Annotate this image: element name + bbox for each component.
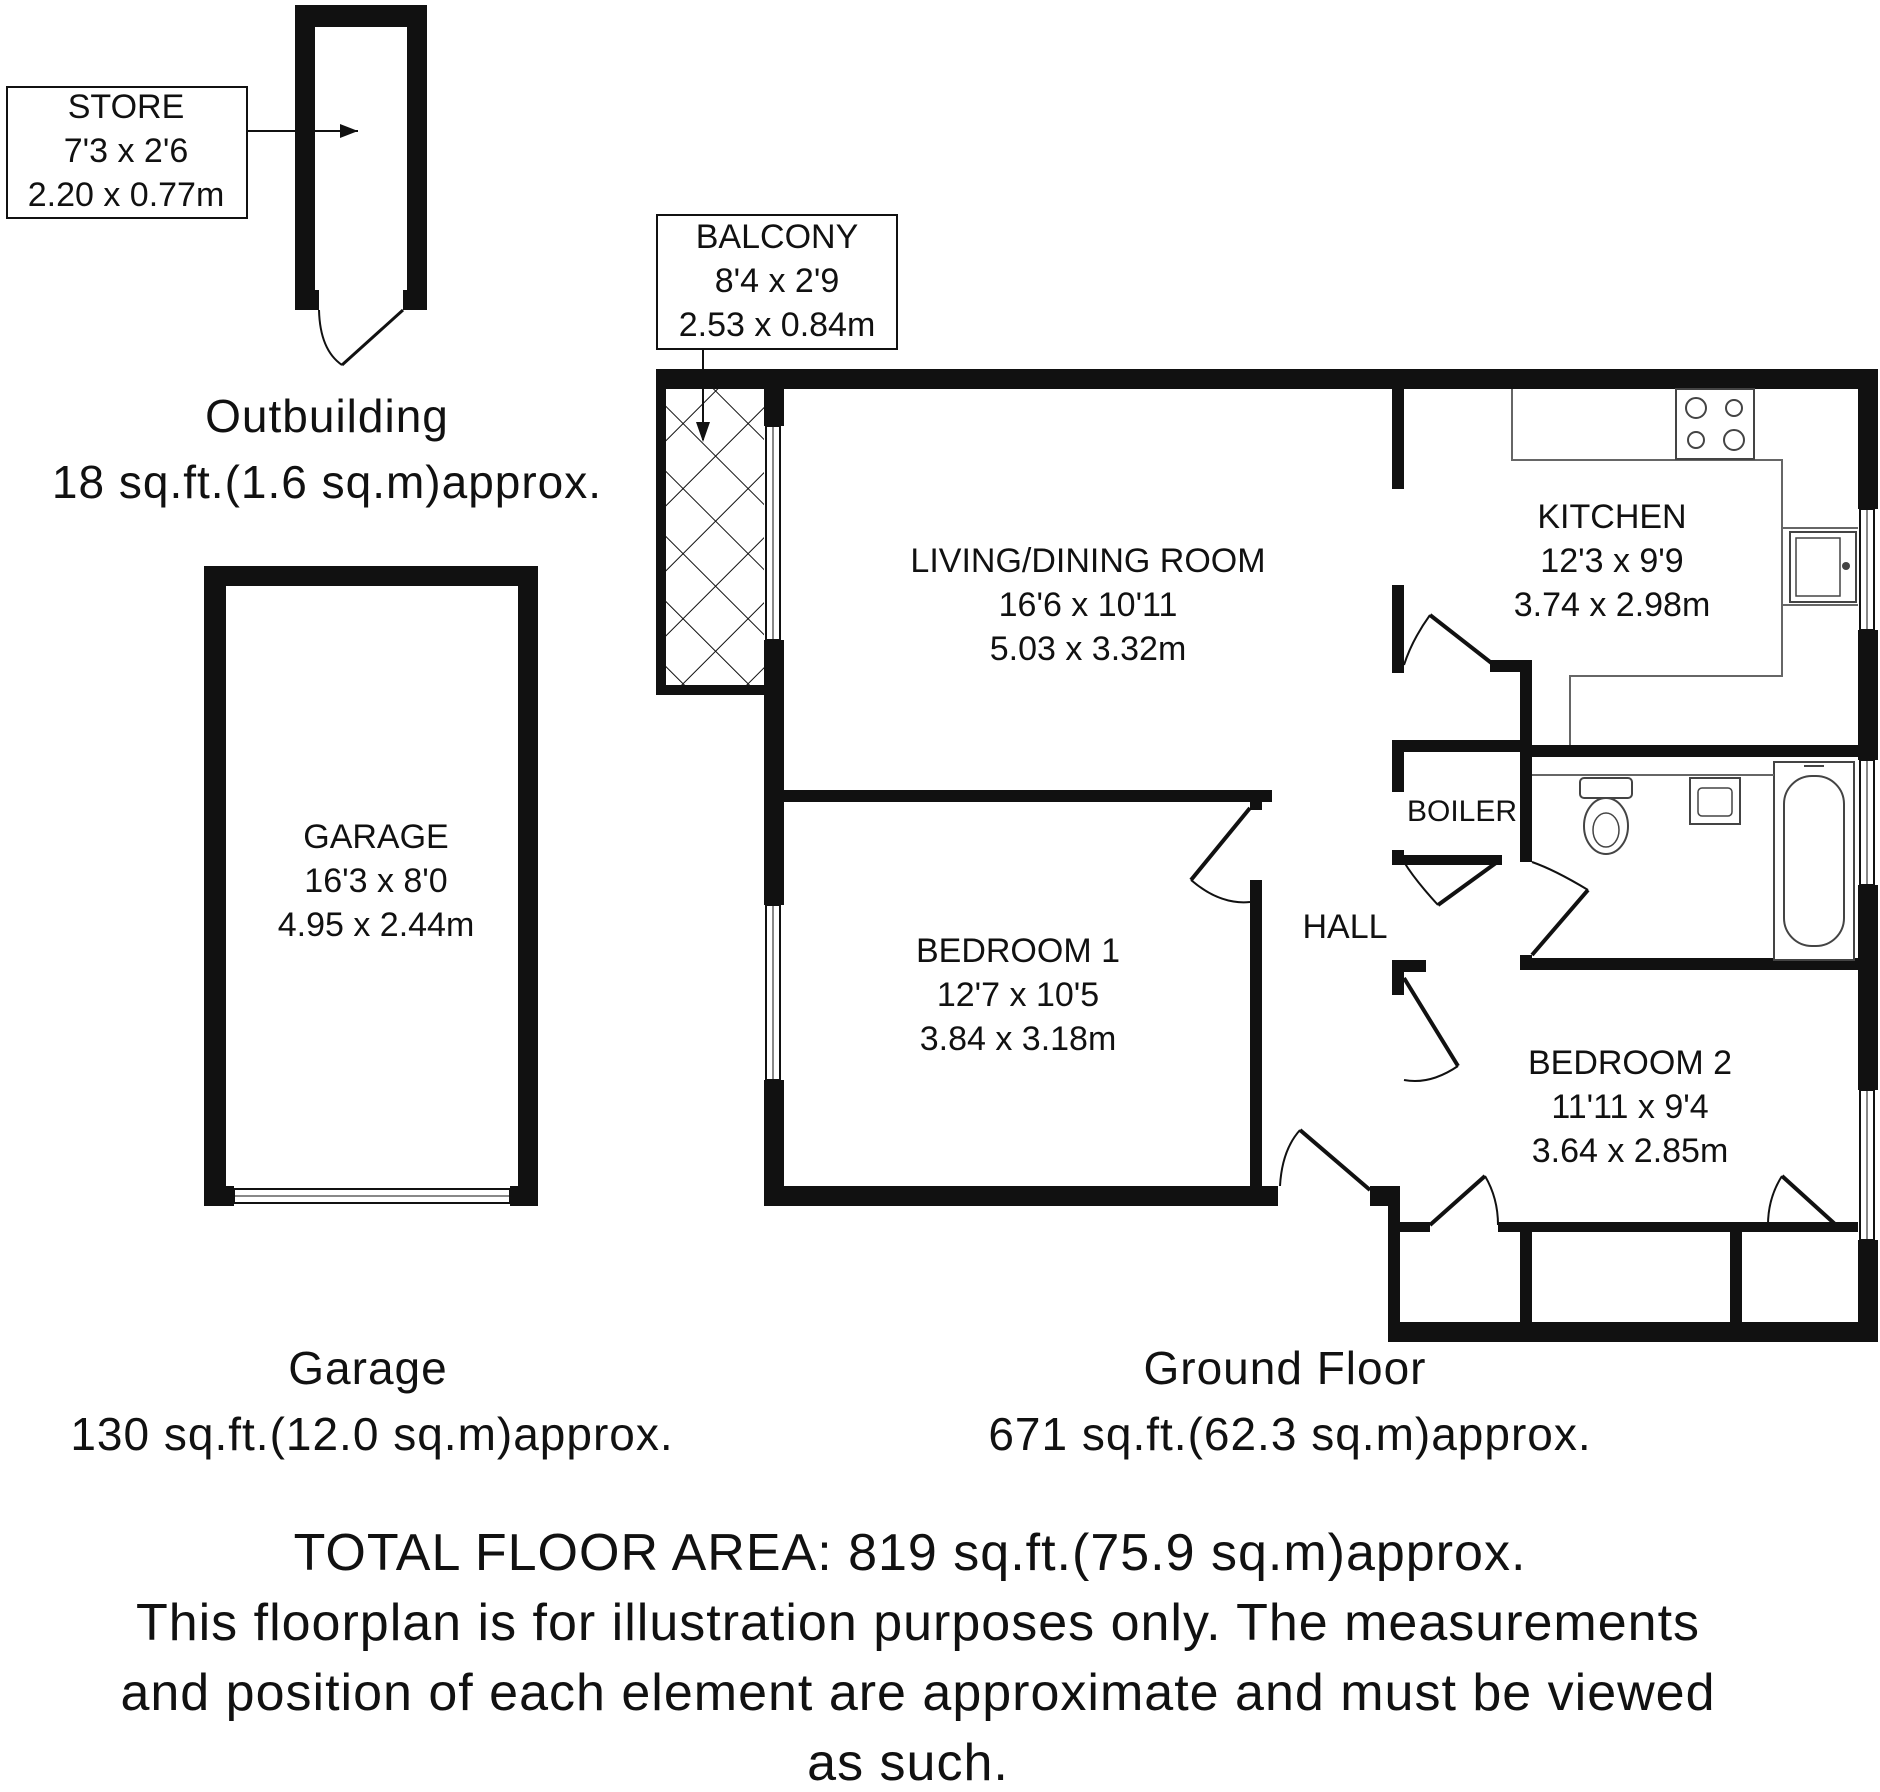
ground-floor-area: 671 sq.ft.(62.3 sq.m)approx. — [988, 1408, 1592, 1460]
bedroom1-imperial: 12'7 x 10'5 — [936, 976, 1100, 1014]
bedroom2-imperial: 11'11 x 9'4 — [1551, 1088, 1709, 1126]
toilet-icon — [1580, 778, 1632, 854]
balcony-name: BALCONY — [695, 218, 859, 256]
disclaimer-line-3: as such. — [807, 1734, 1009, 1792]
store-outbuilding — [295, 5, 427, 365]
balcony-metric: 2.53 x 0.84m — [678, 306, 876, 344]
bedroom2-metric: 3.64 x 2.85m — [1531, 1132, 1729, 1170]
boiler-label: BOILER — [1406, 795, 1518, 828]
kitchen-imperial: 12'3 x 9'9 — [1540, 542, 1684, 580]
basin-icon — [1690, 778, 1740, 824]
bath-icon — [1774, 762, 1854, 960]
bedroom2-name: BEDROOM 2 — [1527, 1044, 1733, 1082]
garage-imperial: 16'3 x 8'0 — [304, 862, 448, 900]
bedroom1-metric: 3.84 x 3.18m — [919, 1020, 1117, 1058]
store-metric: 2.20 x 0.77m — [27, 176, 225, 214]
living-imperial: 16'6 x 10'11 — [998, 586, 1178, 624]
disclaimer-line-2: and position of each element are approximate and must be viewed — [120, 1664, 1716, 1722]
garage-caption: Garage — [288, 1342, 448, 1394]
kitchen-metric: 3.74 x 2.98m — [1513, 586, 1711, 624]
hall-label: HALL — [1302, 908, 1388, 946]
total-floor-area: TOTAL FLOOR AREA: 819 sq.ft.(75.9 sq.m)approx. — [293, 1524, 1527, 1582]
kitchen-sink-icon — [1790, 532, 1856, 602]
living-name: LIVING/DINING ROOM — [910, 542, 1266, 580]
kitchen-name: KITCHEN — [1537, 498, 1687, 536]
garage-metric: 4.95 x 2.44m — [277, 906, 475, 944]
doors — [1191, 615, 1836, 1225]
ground-floor-walls — [656, 369, 1878, 1342]
living-metric: 5.03 x 3.32m — [989, 630, 1187, 668]
ground-floor-caption: Ground Floor — [1143, 1342, 1427, 1394]
garage-name: GARAGE — [303, 818, 449, 856]
outbuilding-caption: Outbuilding — [205, 390, 449, 442]
store-name: STORE — [67, 88, 185, 126]
balcony-imperial: 8'4 x 2'9 — [714, 262, 840, 300]
store-imperial: 7'3 x 2'6 — [63, 132, 189, 170]
outbuilding-area: 18 sq.ft.(1.6 sq.m)approx. — [51, 456, 603, 508]
disclaimer-line-1: This floorplan is for illustration purposes only. The measurements — [135, 1594, 1701, 1652]
bedroom1-name: BEDROOM 1 — [915, 932, 1121, 970]
hob-icon — [1676, 389, 1754, 459]
garage-area: 130 sq.ft.(12.0 sq.m)approx. — [70, 1408, 674, 1460]
balcony — [656, 370, 766, 695]
